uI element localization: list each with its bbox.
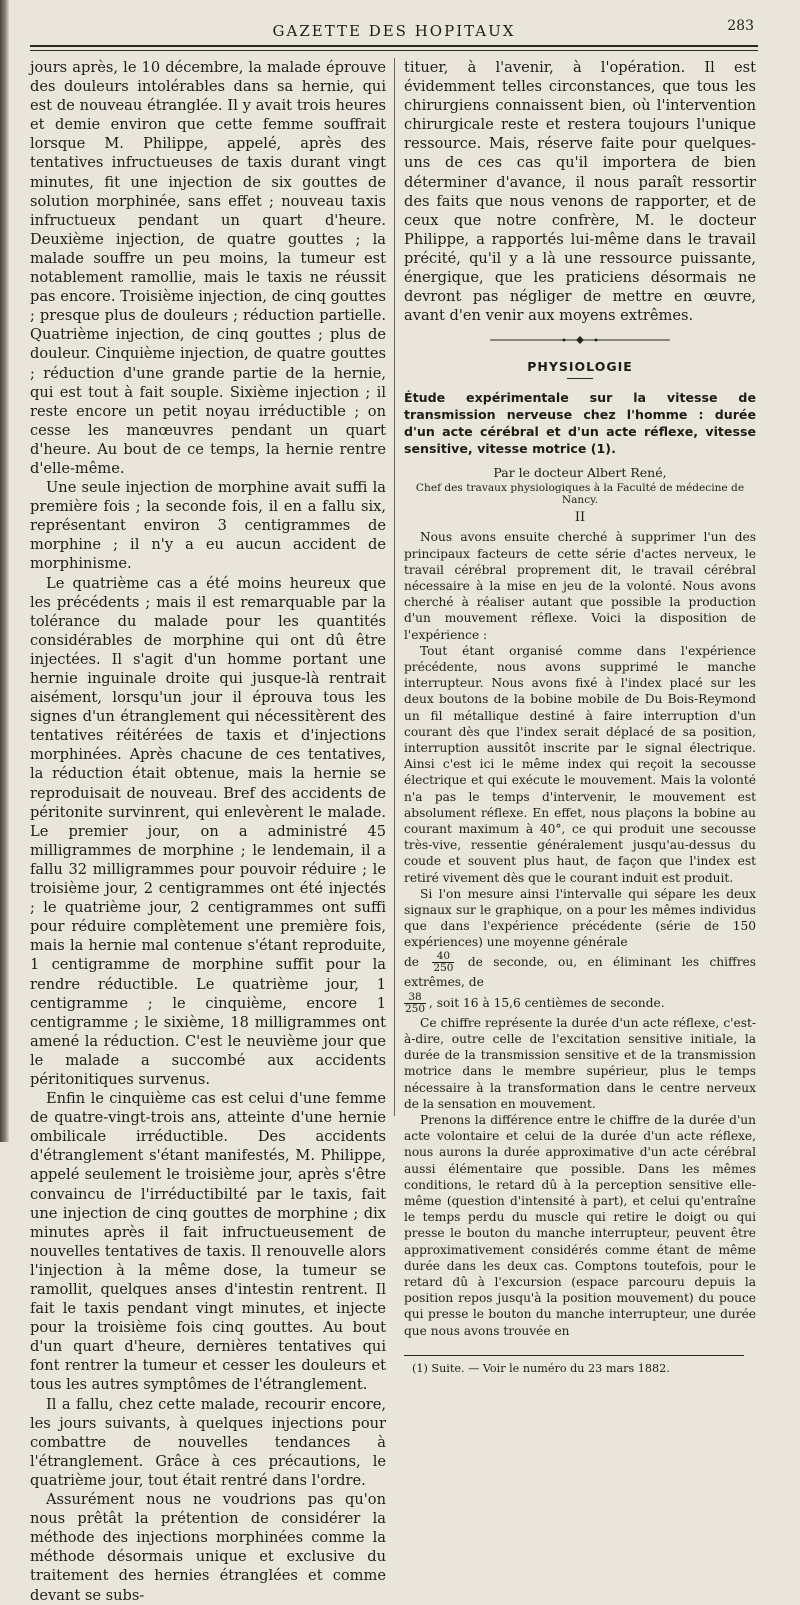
- journal-title: GAZETTE DES HOPITAUX: [272, 22, 516, 40]
- fraction-numerator: 38: [404, 992, 426, 1004]
- byline: Par le docteur Albert René,: [493, 465, 667, 481]
- paragraph: tituer, à l'avenir, à l'opération. Il est évidemment telles circonstances, que tous les chirurgiens connaissent bien, où l'intervention chirurgicale reste et restera toujours l'unique ressource. Mais, réserve faite pour quelques-uns de ces cas qu'il importera de bien déterminer d'avance, il nous paraît ressortir des faits que nous venons de rapporter, et de ceux que notre confrère, M. le docteur Philippe, a rapportés lui-même dans le travail précité, qu'il y a là une ressource puissante, énergique, que les praticiens désormais ne devront pas négliger de mettre en œuvre, avant d'en venir aux moyens extrêmes.: [404, 59, 756, 325]
- header-rule-thick: [30, 45, 758, 47]
- column-divider: [394, 58, 395, 1116]
- fraction-prefix: de: [404, 954, 420, 969]
- fraction: [432, 951, 454, 974]
- paragraph: Prenons la différence entre le chiffre de la durée d'un acte volontaire et celui de la durée d'un acte réflexe, nous aurons la durée approximative d'un acte cérébral aussi élémentaire que possible. Dans les mêmes conditions, le retard dû à la perception sensitive elle-même (question d'intensité à part), et celui qu'entraîne le temps perdu du muscle qui retire le doigt ou qui presse le bouton du manche interrupteur, peuvent être approximativement considérés comme étant de même durée dans les deux cas. Comptons toutefois, pour le retard dû à l'excursion (espace parcouru depuis la position repos jusqu'à la position mouvement) du pouce qui presse le bouton du manche interrupteur, une durée que nous avons trouvée en: [404, 1113, 756, 1338]
- paragraph: jours après, le 10 décembre, la malade éprouve des douleurs intolérables dans sa hernie, qui est de nouveau étranglée. Il y avait trois heures et demie environ que cette femme souffrait lorsque M. Philippe, appelé, après des tentatives infructueuses de taxis durant vingt minutes, fit une injection de six gouttes de solution morphinée, sans effet ; nouveau taxis infructueux pendant un quart d'heure. Deuxième injection, de quatre gouttes ; la malade souffre un peu moins, la tumeur est notablement ramollie, mais le taxis ne réussit pas encore. Troisième injection, de cinq gouttes ; presque plus de douleurs ; réduction partielle. Quatrième injection, de cinq gouttes ; plus de douleur. Cinquième injection, de quatre gouttes ; réduction d'une grande partie de la hernie, qui est tout à fait souple. Sixième injection ; il reste encore un petit noyau irréductible ; on cesse les manœuvres pendant un quart d'heure. Au bout de ce temps, la hernie rentre d'elle-même.: [30, 59, 386, 477]
- page-binding-edge: [0, 0, 9, 1142]
- paragraph: Ce chiffre représente la durée d'un acte réflexe, c'est-à-dire, outre celle de l'excitation sensitive initiale, la durée de la transmission sensitive et de la transmission motrice dans le membre supérieur, plus le temps nécessaire à la transformation dans le centre nerveux de la sensation en mouvement.: [404, 1015, 756, 1111]
- section-title: PHYSIOLOGIE: [527, 359, 633, 375]
- fraction: [404, 992, 426, 1015]
- page-header: [30, 18, 758, 42]
- page-number: 283: [727, 18, 754, 34]
- footnote-rule: [404, 1355, 744, 1356]
- paragraph: Enfin le cinquième cas est celui d'une femme de quatre-vingt-trois ans, atteinte d'une hernie ombilicale irréductible. Des accidents d'étranglement s'étant manifestés, M. Philippe, appelé seulement le troisième jour, après s'être convaincu de l'irréductibilté par le taxis, fait une injection de cinq gouttes de morphine ; dix minutes après il fait infructueusement de nouvelles tentatives de taxis. Il renouvelle alors l'injection à la même dose, la tumeur se ramollit, quelques anses d'intestin rentrent. Il fait le taxis pendant vingt minutes, et injecte pour la troisième fois cinq gouttes. Au bout d'un quart d'heure, dernières tentatives qui font rentrer la tumeur et cesser les douleurs et tous les autres symptômes de l'étranglement.: [30, 1090, 386, 1394]
- section-rule: [567, 378, 593, 379]
- fraction-denominator: 250: [405, 1002, 426, 1015]
- fraction-line: [404, 951, 756, 990]
- paragraph: Si l'on mesure ainsi l'intervalle qui sépare les deux signaux sur le graphique, on a pour les mêmes individus que dans l'expérience précédente (série de 150 expériences) une moyenne générale: [404, 886, 756, 950]
- article-title: Étude expérimentale sur la vitesse de transmission nerveuse chez l'homme : durée d'un acte cérébral et d'un acte réflexe, vitesse sensitive, vitesse motrice (1).: [404, 390, 756, 457]
- footnote: (1) Suite. — Voir le numéro du 23 mars 1882.: [412, 1361, 670, 1375]
- paragraph: Assurément nous ne voudrions pas qu'on nous prêtât la prétention de considérer la méthode des injections morphinées comme la méthode désormais unique et exclusive du traitement des hernies étranglées et comme devant se subs-: [30, 1491, 386, 1604]
- fraction-denominator: 250: [433, 961, 454, 974]
- right-column: [404, 58, 756, 1375]
- paragraph: Une seule injection de morphine avait suffi la première fois ; la seconde fois, il en a fallu six, représentant environ 3 centigrammes de morphine ; il n'y a eu aucun accident de morphinisme.: [30, 479, 386, 573]
- part-numeral: II: [574, 510, 586, 526]
- fraction-suffix: de seconde, ou, en éliminant les chiffres extrêmes, de: [404, 954, 757, 989]
- left-column: [30, 58, 386, 1605]
- paragraph: Il a fallu, chez cette malade, recourir encore, les jours suivants, à quelques injections pour combattre de nouvelles tendances à l'étranglement. Grâce à ces précautions, le quatrième jour, tout était rentré dans l'ordre.: [30, 1395, 386, 1489]
- paragraph: Tout étant organisé comme dans l'expérience précédente, nous avons supprimé le manche interrupteur. Nous avons fixé à l'index placé sur les deux boutons de la bobine mobile de Du Bois-Reymond un fil métallique destiné à faire interruption d'un courant dès que l'index serait déplacé de sa position, interruption aussitôt inscrite par le signal électrique. Ainsi c'est ici le même index qui reçoit la secousse électrique et qui exécute le mouvement. Mais la volonté n'a pas le temps d'intervenir, le mouvement est absolument réflexe. En effet, nous plaçons la bobine au courant maximum à 40°, ce qui produit une secousse très-vive, ressentie généralement jusqu'au-dessus du coude et souvent plus haut, de façon que l'index est retiré vivement dès que le courant induit est produit.: [404, 643, 756, 885]
- fraction-numerator: 40: [432, 951, 454, 963]
- section-ornament: [490, 333, 670, 347]
- fraction-line: [404, 992, 756, 1015]
- affiliation: Chef des travaux physiologiques à la Faculté de médecine de Nancy.: [415, 482, 745, 507]
- paragraph: Nous avons ensuite cherché à supprimer l'un des principaux facteurs de cette série d'actes nerveux, le travail cérébral proprement dit, le travail cérébral nécessaire à la mise en jeu de la volonté. Nous avons cherché à réaliser autant que possible la production d'un mouvement réflexe. Voici la disposition de l'expérience :: [404, 530, 756, 642]
- fraction-suffix: , soit 16 à 15,6 centièmes de seconde.: [429, 995, 665, 1010]
- paragraph: Le quatrième cas a été moins heureux que les précédents ; mais il est remarquable par la tolérance du malade pour les quantités considérables de morphine qui ont dû être injectées. Il s'agit d'un homme portant une hernie inguinale droite qui jusque-là rentrait aisément, lorsqu'un jour il éprouva tous les signes d'un étranglement qui nécessitèrent des tentatives réitérées de taxis et d'injections morphinées. Après chacune de ces tentatives, la réduction était obtenue, mais la hernie se reproduisait de nouveau. Bref des accidents de péritonite survinrent, qui enlevèrent le malade. Le premier jour, on a administré 45 milligrammes de morphine ; le lendemain, il a fallu 32 milligrammes pour pouvoir réduire ; le troisième jour, 2 centigrammes ont été injectés ; le quatrième jour, 2 centigrammes ont suffi pour réduire complètement une première fois, mais la hernie mal contenue s'étant reproduite, 1 centigramme de morphine suffit pour la rendre réductible. Le quatrième jour, 1 centigramme ; le cinquième, encore 1 centigramme ; le sixième, 18 milligrammes ont amené la réduction. C'est le neuvième jour que le malade a succombé aux accidents péritonitiques survenus.: [30, 574, 386, 1088]
- header-rule-thin: [30, 50, 758, 51]
